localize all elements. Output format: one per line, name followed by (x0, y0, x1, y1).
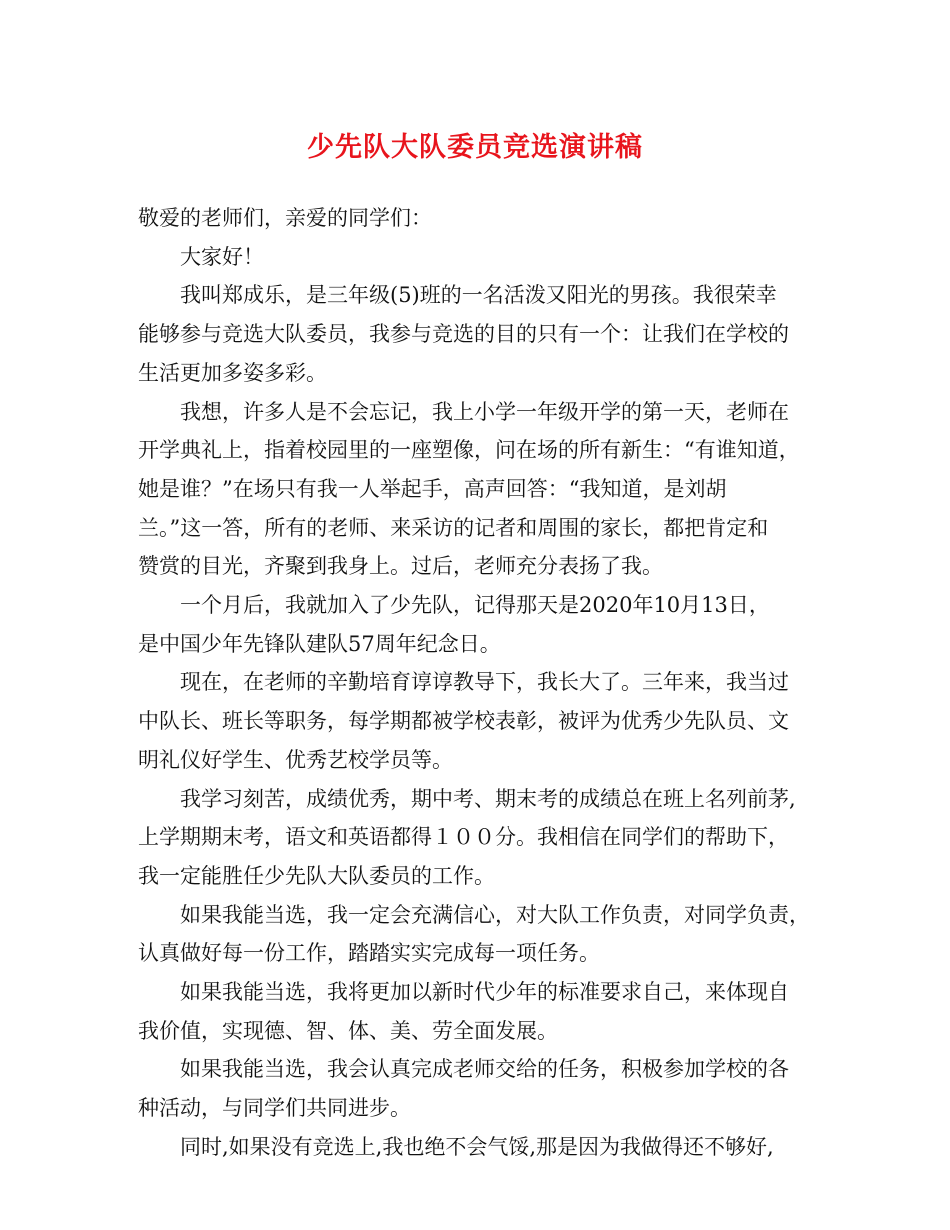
paragraph-line: 明礼仪好学生、优秀艺校学员等。 (138, 747, 453, 772)
paragraph (138, 780, 814, 896)
salutation: 敬爱的老师们，亲爱的同学们： (138, 206, 432, 230)
paragraph-line: 是中国少年先锋队建队57周年纪念日。 (138, 631, 501, 656)
paragraph-line: 我学习刻苦，成绩优秀，期中考、期末考的成绩总在班上名列前茅, (180, 786, 796, 811)
paragraph-line: 上学期期末考，语文和英语都得１００分。我相信在同学们的帮助下， (138, 825, 789, 850)
paragraph-line: 我价值，实现德、智、体、美、劳全面发展。 (138, 1018, 558, 1043)
paragraph-line: 大家好！ (180, 244, 264, 269)
paragraph-line: 我想，许多人是不会忘记，我上小学一年级开学的第一天，老师在 (180, 399, 789, 424)
paragraph-line: 一个月后，我就加入了少先队，记得那天是2020年10月13日， (180, 593, 770, 618)
paragraph-line: 如果我能当选，我一定会充满信心，对大队工作负责，对同学负责， (180, 902, 810, 927)
paragraph (138, 276, 814, 392)
paragraph-line: 中队长、班长等职务，每学期都被学校表彰，被评为优秀少先队员、文 (138, 709, 789, 734)
paragraph-line: 认真做好每一份工作，踏踏实实完成每一项任务。 (138, 941, 600, 966)
paragraph-line: 同时,如果没有竞选上,我也绝不会气馁,那是因为我做得还不够好, (180, 1134, 774, 1159)
document-title: 少先队大队委员竞选演讲稿 (307, 132, 643, 163)
paragraph-line: 我一定能胜任少先队大队委员的工作。 (138, 863, 495, 888)
paragraph (138, 238, 814, 277)
paragraph-line: 她是谁？”在场只有我一人举起手，高声回答：“我知道，是刘胡 (138, 476, 727, 501)
paragraph-line: 开学典礼上，指着校园里的一座塑像，问在场的所有新生：“有谁知道， (138, 438, 800, 463)
paragraph (138, 1128, 814, 1167)
paragraph (138, 896, 814, 973)
paragraph-line: 赞赏的目光，齐聚到我身上。过后，老师充分表扬了我。 (138, 554, 663, 579)
paragraph (138, 973, 814, 1050)
paragraph (138, 1050, 814, 1127)
paragraph-line: 种活动，与同学们共同进步。 (138, 1096, 411, 1121)
paragraph (138, 393, 814, 587)
document-body (138, 199, 814, 1167)
paragraph-line: 兰。”这一答，所有的老师、来采访的记者和周围的家长，都把肯定和 (138, 515, 769, 540)
paragraph-line: 现在，在老师的辛勤培育谆谆教导下，我长大了。三年来，我当过 (180, 670, 789, 695)
paragraph-line: 如果我能当选，我会认真完成老师交给的任务，积极参加学校的各 (180, 1057, 789, 1082)
paragraph-line: 如果我能当选，我将更加以新时代少年的标准要求自己，来体现自 (180, 980, 789, 1005)
paragraph-line: 我叫郑成乐，是三年级(5)班的一名活泼又阳光的男孩。我很荣幸 (180, 283, 777, 308)
paragraph (138, 586, 814, 663)
paragraph-line: 能够参与竞选大队委员，我参与竞选的目的只有一个：让我们在学校的 (138, 322, 789, 347)
paragraph (138, 663, 814, 779)
paragraph-line: 生活更加多姿多彩。 (138, 360, 327, 385)
